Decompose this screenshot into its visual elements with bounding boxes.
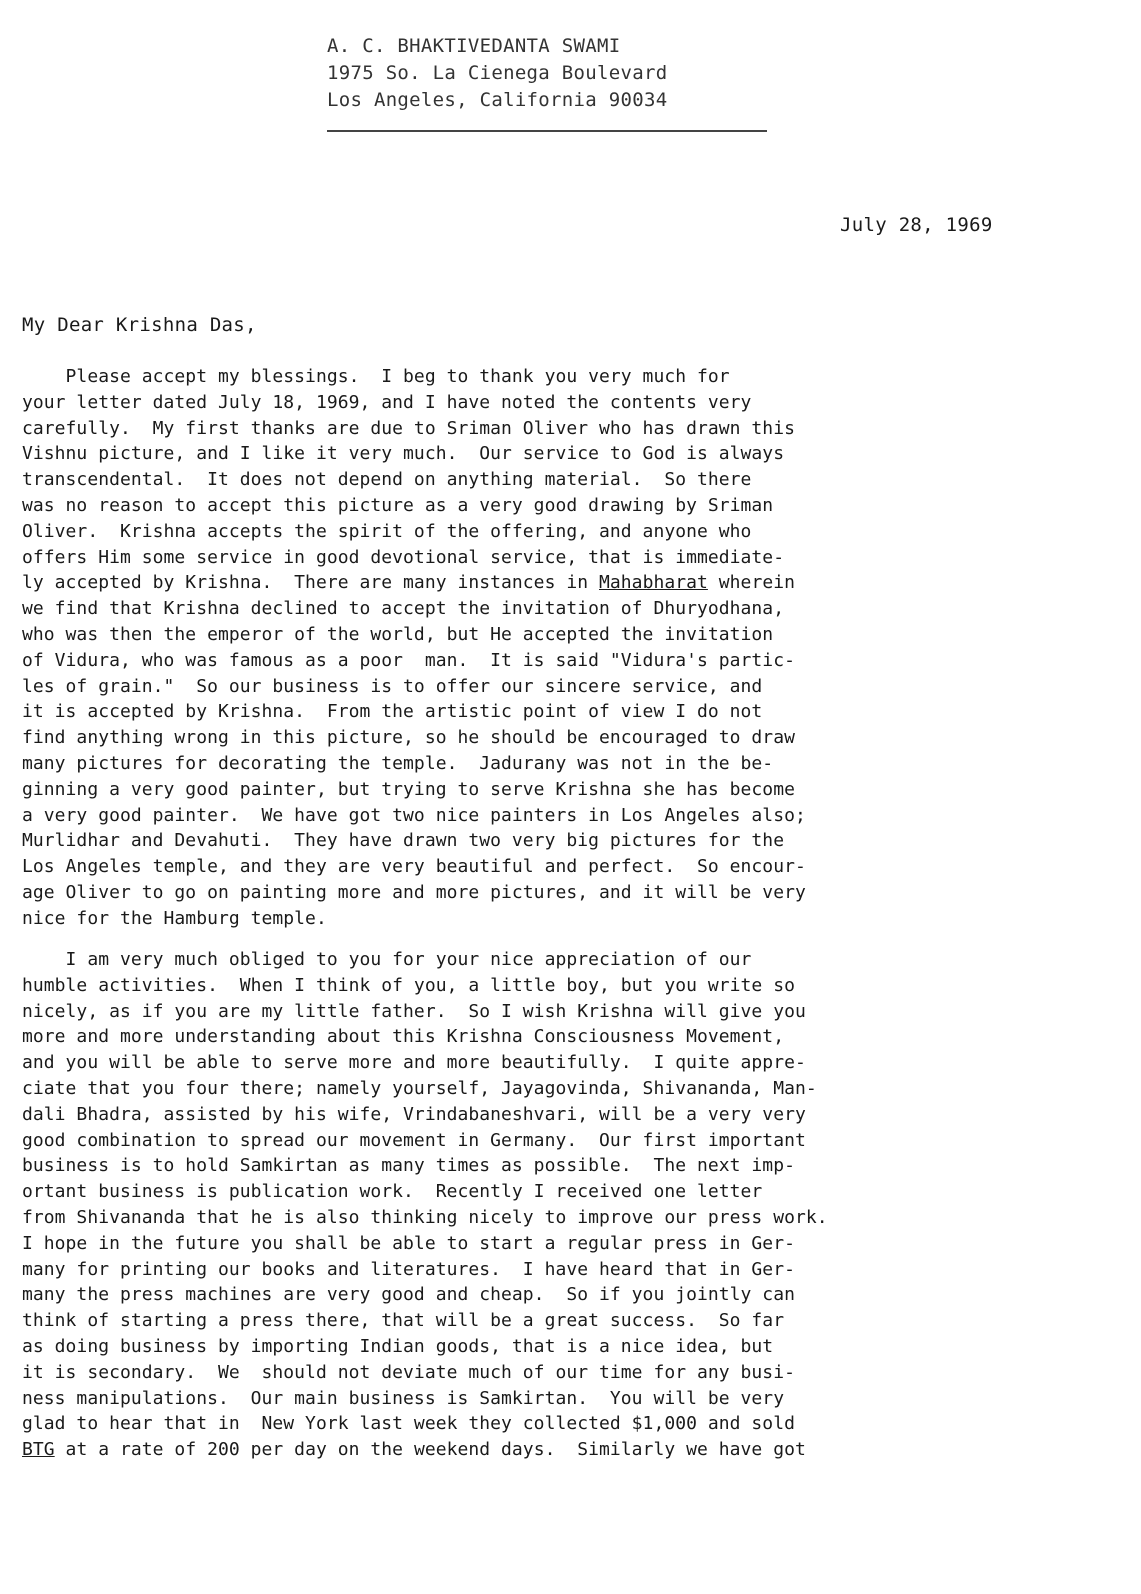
- line-text: it is accepted by Krishna. From the artistic point of view I do not: [22, 701, 763, 723]
- text-line: [22, 1257, 1122, 1283]
- text-line: [22, 854, 1122, 880]
- line-text: glad to hear that in New York last week they collected $1,000 and sold: [22, 1413, 795, 1435]
- line-text: a very good painter. We have got two nice painters in Los Angeles also;: [22, 804, 806, 826]
- text-line: [22, 519, 1122, 545]
- line-text: find anything wrong in this picture, so he should be encouraged to draw: [22, 727, 795, 749]
- text-line: [22, 467, 1122, 493]
- line-text: ly accepted by Krishna. There are many instances in: [22, 572, 600, 594]
- line-text: dali Bhadra, assisted by his wife, Vrindabaneshvari, will be a very very: [22, 1103, 806, 1125]
- line-text: we find that Krishna declined to accept the invitation of Dhuryodhana,: [22, 598, 785, 620]
- line-text: business is to hold Samkirtan as many times as possible. The next imp-: [22, 1155, 795, 1177]
- line-text: many pictures for decorating the temple. Jadurany was not in the be-: [22, 752, 774, 774]
- line-text: ginning a very good painter, but trying to serve Krishna she has become: [22, 778, 795, 800]
- text-line: [22, 1231, 1122, 1257]
- text-line: [22, 1076, 1122, 1102]
- line-text: offers Him some service in good devotional service, that is immediate-: [22, 546, 785, 568]
- text-line: [22, 364, 1122, 390]
- text-line: [22, 674, 1122, 700]
- text-line: [22, 1205, 1122, 1231]
- line-text: it is secondary. We should not deviate much of our time for any busi-: [22, 1361, 795, 1383]
- letterhead-street: 1975 So. La Cienega Boulevard: [327, 62, 668, 84]
- line-text: Los Angeles temple, and they are very beautiful and perfect. So encour-: [22, 856, 806, 878]
- text-line: [22, 947, 1122, 973]
- text-line: [22, 699, 1122, 725]
- line-text: who was then the emperor of the world, but He accepted the invitation: [22, 623, 774, 645]
- line-text: and you will be able to serve more and more beautifully. I quite appre-: [22, 1052, 806, 1074]
- text-line: [22, 1386, 1122, 1412]
- line-text: nice for the Hamburg temple.: [22, 907, 327, 929]
- line-text: Please accept my blessings. I beg to thank you very much for: [22, 366, 730, 387]
- text-line: [22, 1153, 1122, 1179]
- letterhead: [327, 33, 777, 114]
- line-text: les of grain." So our business is to offer our sincere service, and: [22, 675, 763, 697]
- text-line: [22, 803, 1122, 829]
- text-line: [22, 777, 1122, 803]
- text-line: [22, 390, 1122, 416]
- line-text: I hope in the future you shall be able to start a regular press in Ger-: [22, 1232, 795, 1254]
- line-text: your letter dated July 18, 1969, and I have noted the contents very: [22, 391, 752, 413]
- line-text: many for printing our books and literatures. I have heard that in Ger-: [22, 1258, 795, 1280]
- text-line: [22, 725, 1122, 751]
- text-line: [22, 1282, 1122, 1308]
- text-line: [22, 1334, 1122, 1360]
- line-text: of Vidura, who was famous as a poor man. It is said "Vidura's partic-: [22, 649, 795, 671]
- text-line: [22, 648, 1122, 674]
- paragraph-1: [22, 364, 1122, 932]
- line-text: Oliver. Krishna accepts the spirit of the offering, and anyone who: [22, 520, 752, 542]
- line-text: good combination to spread our movement in Germany. Our first important: [22, 1129, 806, 1151]
- text-line: [22, 596, 1122, 622]
- text-line: [22, 545, 1122, 571]
- text-line: [22, 973, 1122, 999]
- line-text: ortant business is publication work. Recently I received one letter: [22, 1181, 763, 1203]
- line-text: Murlidhar and Devahuti. They have drawn two very big pictures for the: [22, 830, 785, 852]
- line-text: Vishnu picture, and I like it very much. Our service to God is always: [22, 443, 785, 465]
- letterhead-rule: [327, 130, 767, 132]
- text-line: [22, 493, 1122, 519]
- salutation: My Dear Krishna Das,: [22, 314, 257, 336]
- line-text: transcendental. It does not depend on anything material. So there: [22, 469, 752, 491]
- text-line: [22, 999, 1122, 1025]
- letter-date: July 28, 1969: [840, 214, 993, 236]
- text-line: [22, 416, 1122, 442]
- line-text: humble activities. When I think of you, a little boy, but you write so: [22, 974, 795, 996]
- line-text: from Shivananda that he is also thinking nicely to improve our press work.: [22, 1206, 828, 1228]
- line-text: carefully. My first thanks are due to Sriman Oliver who has drawn this: [22, 417, 795, 439]
- text-line: [22, 828, 1122, 854]
- text-line: [22, 1128, 1122, 1154]
- line-text: many the press machines are very good and cheap. So if you jointly can: [22, 1284, 795, 1306]
- paragraph-2: [22, 947, 1122, 1463]
- letterhead-city: Los Angeles, California 90034: [327, 89, 668, 111]
- text-line: [22, 906, 1122, 932]
- letterhead-name: A. C. BHAKTIVEDANTA SWAMI: [327, 35, 621, 57]
- line-text: ciate that you four there; namely yourself, Jayagovinda, Shivananda, Man-: [22, 1077, 817, 1099]
- line-text: at a rate of 200 per day on the weekend days. Similarly we have got: [54, 1439, 806, 1461]
- text-line: [22, 441, 1122, 467]
- text-line: [22, 1179, 1122, 1205]
- text-line: [22, 751, 1122, 777]
- line-text: think of starting a press there, that will be a great success. So far: [22, 1310, 785, 1332]
- text-line: [22, 1102, 1122, 1128]
- text-line: [22, 1024, 1122, 1050]
- text-line: [22, 1360, 1122, 1386]
- text-line: [22, 570, 1122, 596]
- line-text: more and more understanding about this Krishna Consciousness Movement,: [22, 1026, 785, 1048]
- line-text: wherein: [707, 572, 795, 594]
- line-text: as doing business by importing Indian goods, that is a nice idea, but: [22, 1335, 774, 1357]
- line-text: I am very much obliged to you for your nice appreciation of our: [22, 949, 752, 970]
- text-line: [22, 1050, 1122, 1076]
- line-text: age Oliver to go on painting more and more pictures, and it will be very: [22, 881, 806, 903]
- text-line: [22, 880, 1122, 906]
- line-text: ness manipulations. Our main business is Samkirtan. You will be very: [22, 1387, 785, 1409]
- book-title-mahabharat: Mahabharat: [599, 572, 708, 594]
- abbr-btg: BTG: [22, 1439, 55, 1461]
- text-line: [22, 1308, 1122, 1334]
- text-line: [22, 622, 1122, 648]
- line-text: was no reason to accept this picture as a very good drawing by Sriman: [22, 494, 774, 516]
- text-line: [22, 1411, 1122, 1437]
- text-line: [22, 1437, 1122, 1463]
- line-text: nicely, as if you are my little father. So I wish Krishna will give you: [22, 1000, 806, 1022]
